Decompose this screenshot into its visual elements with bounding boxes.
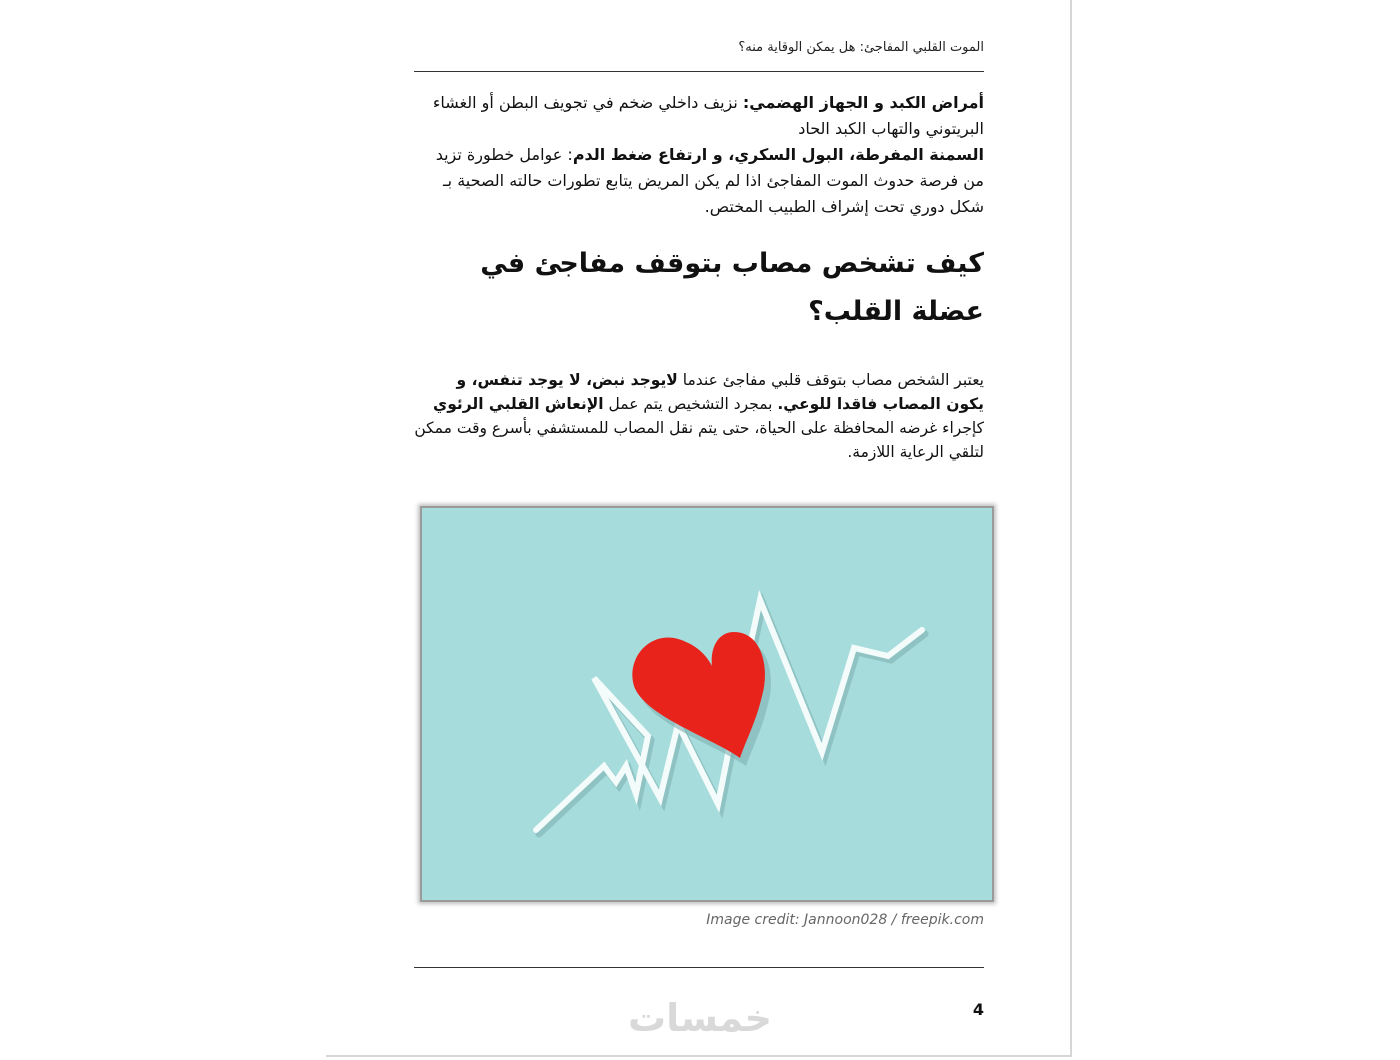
footer-rule [414,967,984,968]
diagnosis-paragraph [414,368,984,464]
running-header: الموت القلبي المفاجئ: هل يمكن الوقاية منه؟ [738,40,984,55]
diagnosis-bold-2: الإنعاش القلبي الرئوي [433,395,604,413]
liver-text: نزيف داخلي ضخم في تجويف البطن أو الغشاء البريتوني والتهاب الكبد الحاد [432,93,984,138]
section-heading: كيف تشخص مصاب بتوقف مفاجئ في عضلة القلب؟ [480,248,984,327]
header-rule [414,71,984,72]
risk-text: : عوامل خطورة تزيد من فرصة حدوث الموت المفاجئ اذا لم يكن المريض يتابع تطورات حالته الصحية بـ شكل دوري تحت إشراف الطبيب المختص. [435,145,984,216]
heartbeat-illustration [422,508,992,900]
image-credit: Image credit: Jannoon028 / freepik.com [706,912,984,928]
watermark-logo: خمسات [628,996,772,1040]
page-number: 4 [972,1000,984,1019]
risk-label: السمنة المفرطة، البول السكري، و ارتفاع ضغط الدم [572,145,984,164]
liver-label: أمراض الكبد و الجهاز الهضمي: [742,93,984,112]
diagnosis-text-1: يعتبر الشخص مصاب بتوقف قلبي مفاجئ عندما [677,371,984,389]
risk-factors-paragraph [414,90,984,220]
diagnosis-bold-1: لايوجد نبض، لا يوجد تنفس، و يكون المصاب فاقدا للوعي. [456,371,984,413]
heartbeat-image [420,506,994,902]
diagnosis-text-2: بمجرد التشخيص يتم عمل [603,395,778,413]
diagnosis-text-3: كإجراء غرضه المحافظة على الحياة، حتى يتم نقل المصاب للمستشفي بأسرع وقت ممكن لتلقي الرعاية اللازمة. [414,419,984,461]
